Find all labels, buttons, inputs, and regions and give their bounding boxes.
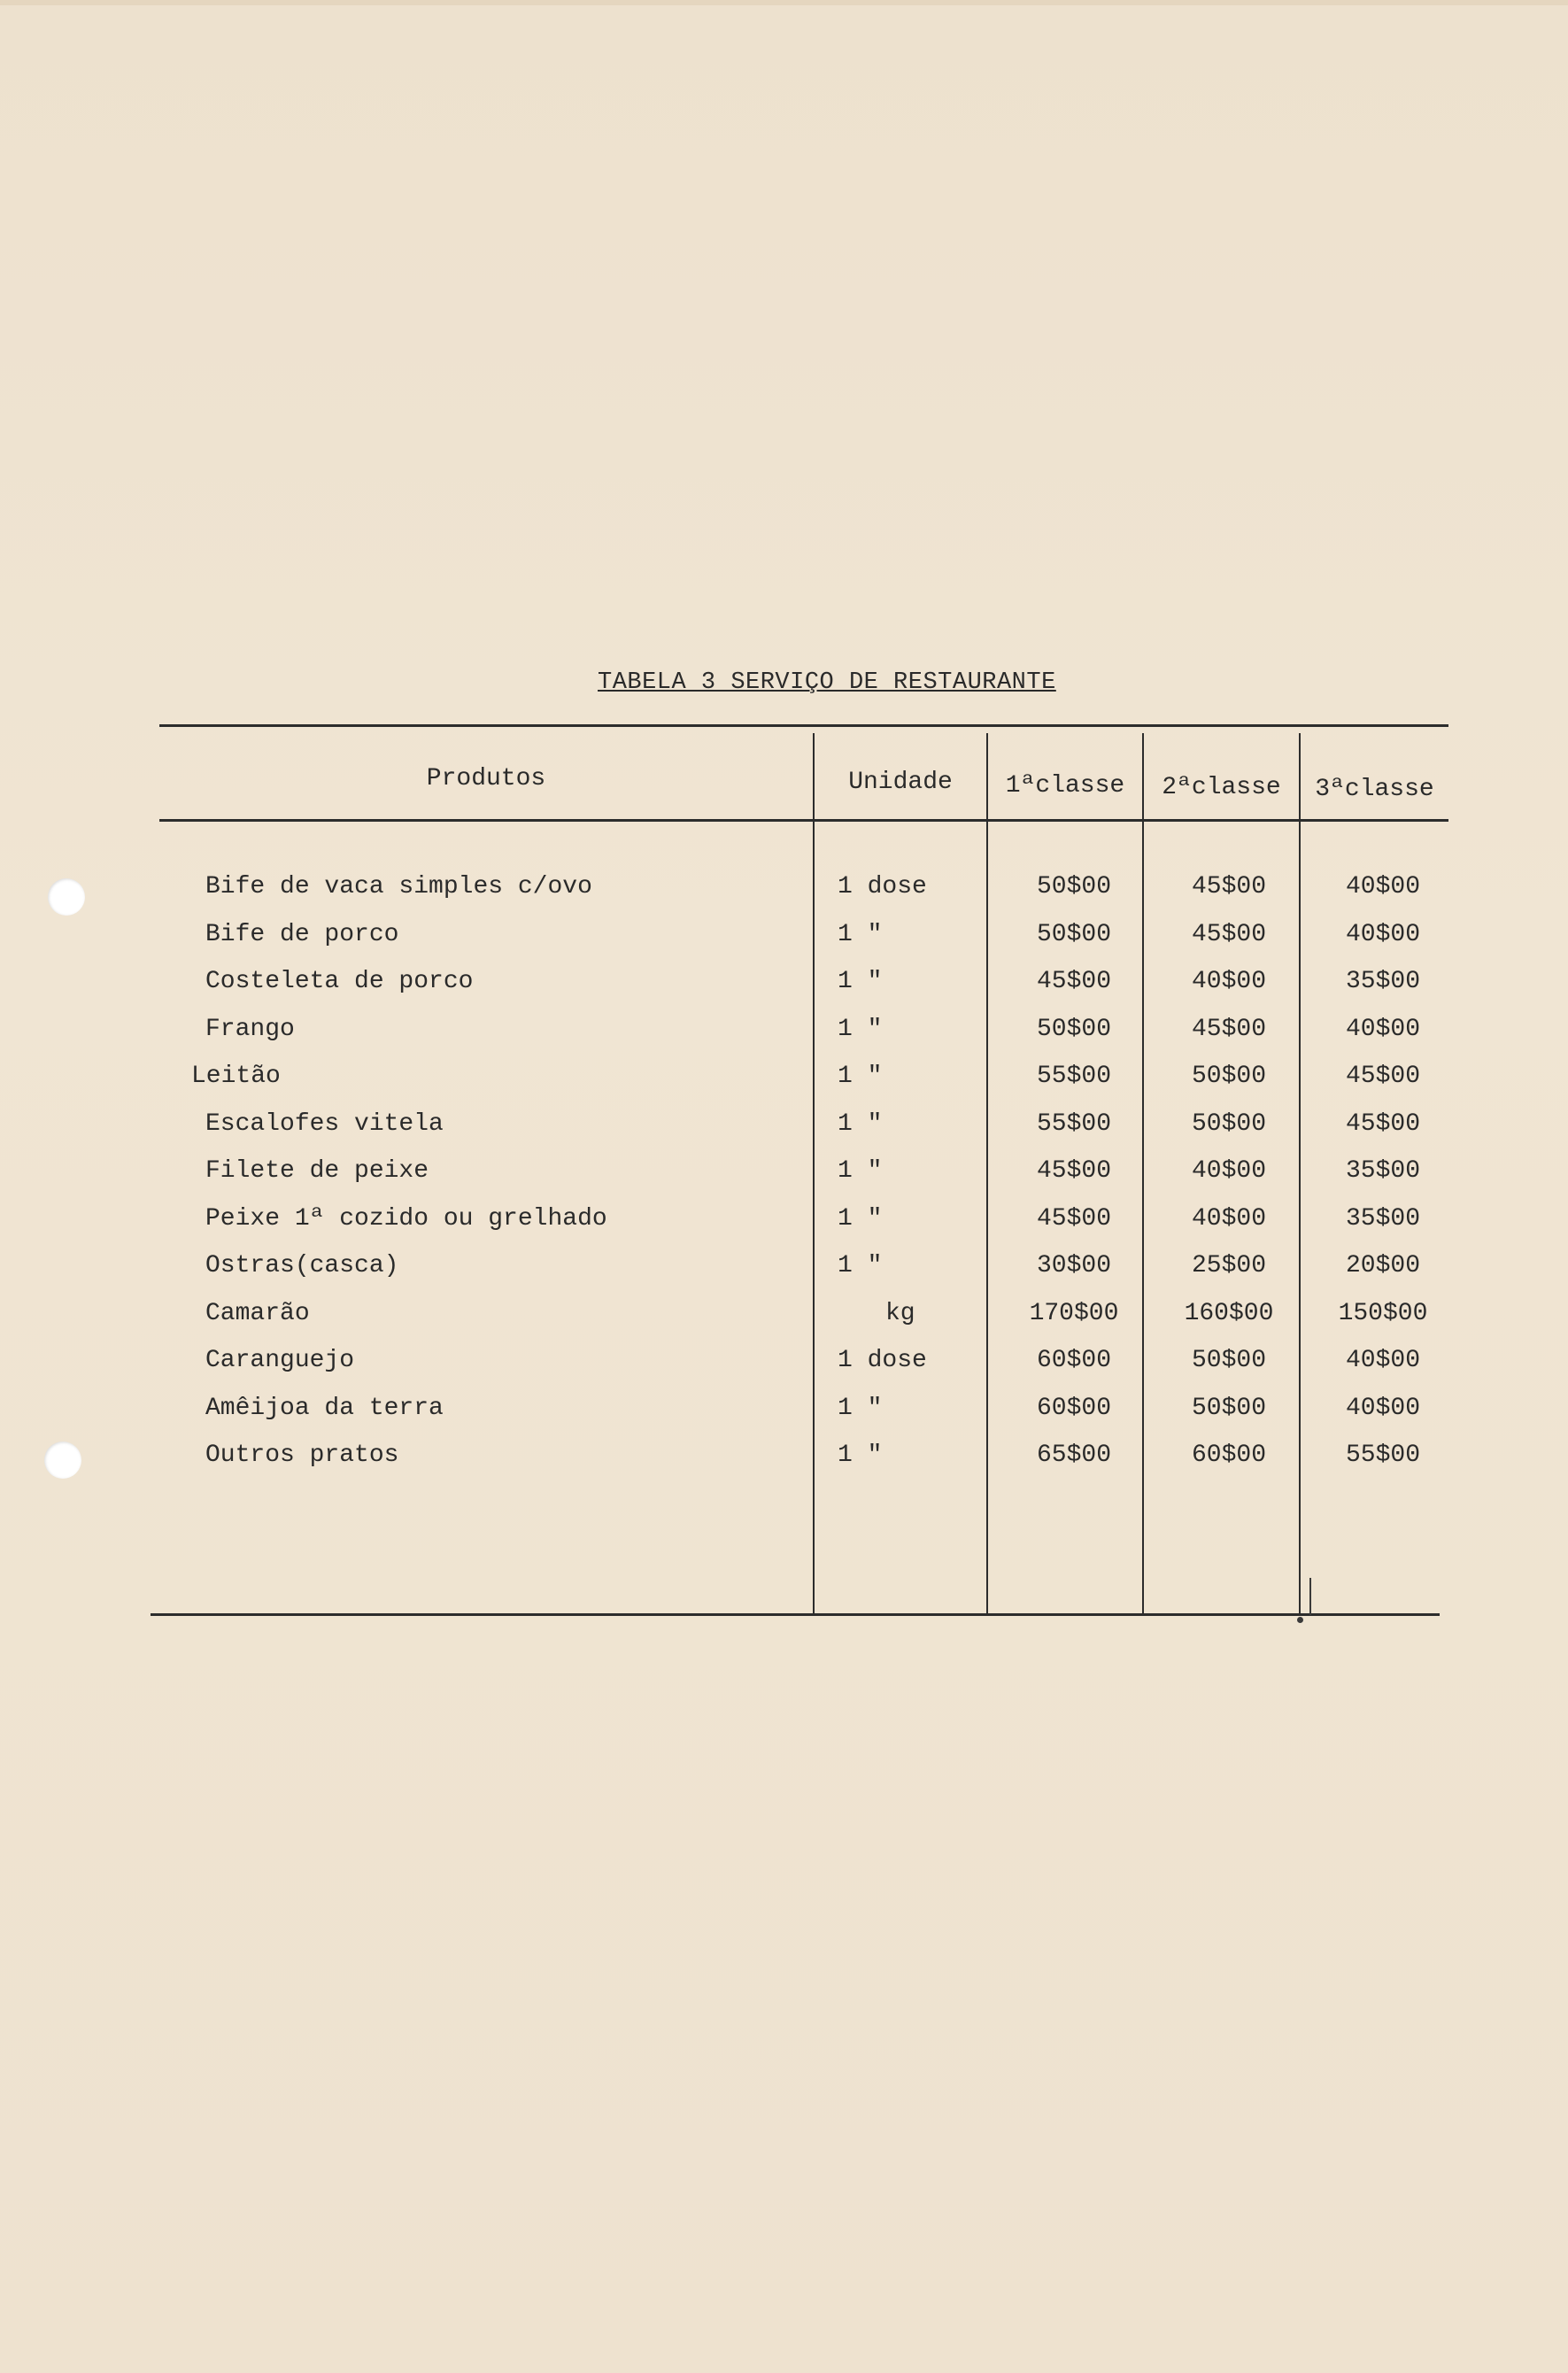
- table-row: [0, 873, 1568, 921]
- cell-classe3: 40$00: [1345, 920, 1420, 948]
- cell-classe1: 45$00: [1036, 1157, 1111, 1185]
- cell-classe3: 35$00: [1345, 1157, 1420, 1185]
- table-row: [0, 921, 1568, 969]
- table-row: [0, 1347, 1568, 1395]
- cell-classe3: 40$00: [1345, 1015, 1420, 1043]
- cell-classe3: 35$00: [1345, 1204, 1420, 1233]
- cell-classe1: 170$00: [1029, 1299, 1119, 1327]
- cell-produto: Peixe 1ª cozido ou grelhado: [205, 1204, 607, 1233]
- cell-classe1: 50$00: [1036, 1015, 1111, 1043]
- cell-unidade: 1 ": [838, 1015, 883, 1043]
- table-row: [0, 1442, 1568, 1489]
- cell-classe2: 40$00: [1191, 1157, 1266, 1185]
- cell-classe1: 65$00: [1036, 1442, 1111, 1469]
- table-row: [0, 1395, 1568, 1442]
- cell-classe2: 50$00: [1191, 1347, 1266, 1374]
- header-classe1: 1ªclasse: [1005, 772, 1125, 800]
- table-row: [0, 1252, 1568, 1300]
- cell-produto: Outros pratos: [205, 1442, 399, 1469]
- cell-produto: Costeleta de porco: [205, 968, 474, 995]
- cell-classe1: 55$00: [1036, 1063, 1111, 1090]
- header-classe3: 3ªclasse: [1315, 776, 1434, 803]
- cell-classe3: 40$00: [1345, 1394, 1420, 1422]
- cell-classe2: 45$00: [1191, 920, 1266, 948]
- cell-unidade: 1 ": [838, 1442, 883, 1469]
- cell-classe1: 50$00: [1036, 920, 1111, 948]
- cell-classe3: 150$00: [1338, 1299, 1428, 1327]
- cell-classe3: 45$00: [1345, 1109, 1420, 1138]
- cell-produto: Frango: [205, 1015, 295, 1043]
- cell-classe2: 50$00: [1191, 1063, 1266, 1090]
- cell-classe3: 40$00: [1345, 873, 1420, 901]
- cell-classe3: 35$00: [1345, 968, 1420, 995]
- cell-classe1: 55$00: [1036, 1109, 1111, 1138]
- cell-classe1: 45$00: [1036, 1204, 1111, 1233]
- cell-produto: Ostras(casca): [205, 1252, 399, 1279]
- cell-classe3: 20$00: [1345, 1252, 1420, 1279]
- table-bottom-rule: [151, 1613, 1440, 1616]
- pencil-tick-mark: [1309, 1578, 1311, 1615]
- cell-unidade: 1 dose: [838, 1347, 927, 1374]
- cell-produto: Amêijoa da terra: [205, 1394, 444, 1422]
- cell-produto: Bife de vaca simples c/ovo: [205, 873, 592, 901]
- table-row: [0, 1157, 1568, 1205]
- cell-produto: Escalofes vitela: [205, 1109, 444, 1138]
- cell-produto: Leitão: [191, 1063, 281, 1090]
- table-row: [0, 968, 1568, 1016]
- header-classe2: 2ªclasse: [1162, 774, 1281, 801]
- cell-unidade: 1 ": [838, 920, 883, 948]
- cell-classe1: 60$00: [1036, 1347, 1111, 1374]
- cell-produto: Bife de porco: [205, 920, 399, 948]
- table-row: [0, 1110, 1568, 1158]
- cell-unidade: 1 ": [838, 968, 883, 995]
- cell-unidade: 1 ": [838, 1204, 883, 1233]
- table-row: [0, 1205, 1568, 1253]
- cell-produto: Filete de peixe: [205, 1157, 429, 1185]
- paper-edge: [0, 0, 1568, 5]
- table-title: TABELA 3 SERVIÇO DE RESTAURANTE: [598, 669, 1056, 696]
- cell-classe2: 50$00: [1191, 1394, 1266, 1422]
- table-header-rule: [159, 819, 1448, 822]
- cell-classe1: 50$00: [1036, 873, 1111, 901]
- cell-unidade: 1 ": [838, 1063, 883, 1090]
- header-produtos: Produtos: [426, 765, 546, 792]
- cell-classe1: 30$00: [1036, 1252, 1111, 1279]
- cell-unidade: 1 ": [838, 1109, 883, 1138]
- table-top-rule: [159, 724, 1448, 727]
- cell-classe3: 55$00: [1345, 1442, 1420, 1469]
- cell-classe3: 45$00: [1345, 1063, 1420, 1090]
- cell-classe2: 25$00: [1191, 1252, 1266, 1279]
- cell-classe2: 45$00: [1191, 873, 1266, 901]
- table-row: [0, 1300, 1568, 1348]
- cell-classe2: 160$00: [1184, 1299, 1274, 1327]
- cell-classe2: 40$00: [1191, 1204, 1266, 1233]
- cell-classe3: 40$00: [1345, 1347, 1420, 1374]
- table-row: [0, 1016, 1568, 1063]
- cell-unidade: kg: [885, 1299, 915, 1327]
- cell-produto: Camarão: [205, 1299, 310, 1327]
- cell-unidade: 1 dose: [838, 873, 927, 901]
- table-body: [0, 873, 1568, 1489]
- header-unidade: Unidade: [848, 769, 953, 796]
- cell-unidade: 1 ": [838, 1394, 883, 1422]
- table-row: [0, 1063, 1568, 1110]
- cell-classe2: 60$00: [1191, 1442, 1266, 1469]
- cell-unidade: 1 ": [838, 1157, 883, 1185]
- cell-produto: Caranguejo: [205, 1347, 355, 1374]
- cell-classe1: 45$00: [1036, 968, 1111, 995]
- cell-classe2: 50$00: [1191, 1109, 1266, 1138]
- ink-dot-mark: [1297, 1617, 1303, 1623]
- cell-classe2: 40$00: [1191, 968, 1266, 995]
- cell-classe2: 45$00: [1191, 1015, 1266, 1043]
- cell-classe1: 60$00: [1036, 1394, 1111, 1422]
- cell-unidade: 1 ": [838, 1252, 883, 1279]
